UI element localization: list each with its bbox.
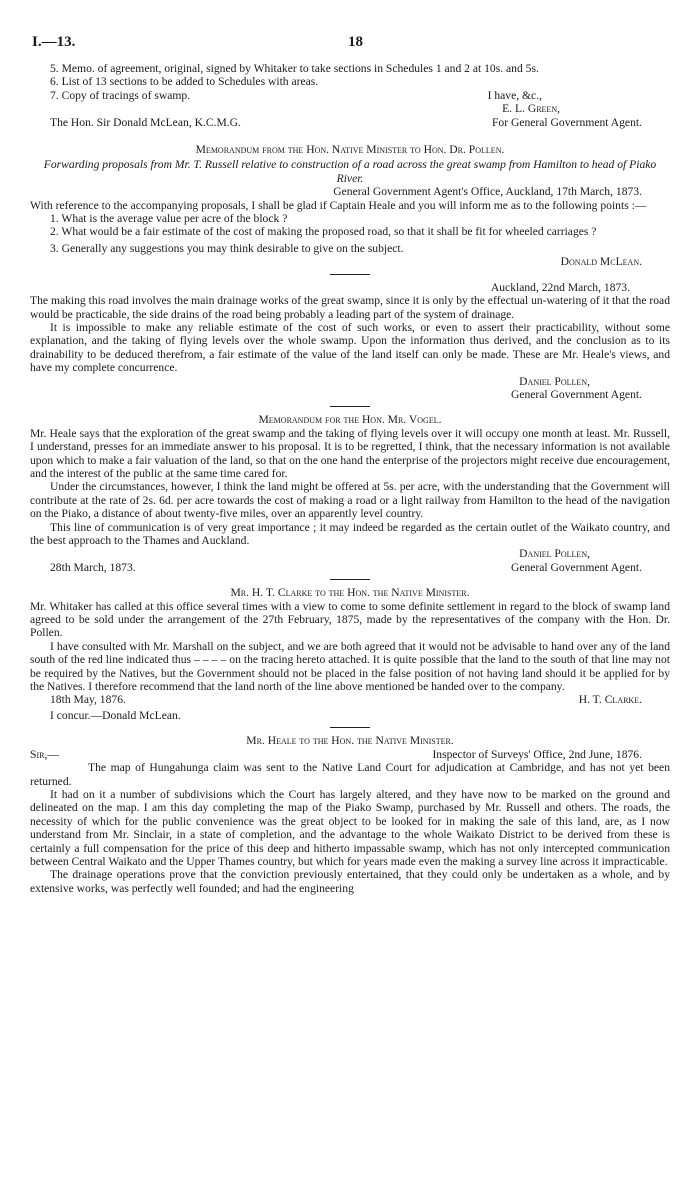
signature: H. T. Clarke. (578, 693, 642, 707)
signature: Daniel Pollen, (519, 547, 590, 561)
concurrence: I concur.—Donald McLean. (50, 708, 181, 722)
paragraph: This line of communication is of very great importance ; it may indeed be regarded as the certain outlet of the Waikato country, and the best approach to the Thames and Auckland. (30, 520, 670, 547)
page-number: 18 (348, 34, 363, 50)
addressee: The Hon. Sir Donald McLean, K.C.M.G. (50, 115, 241, 129)
paragraph: The map of Hungahunga claim was sent to the Native Land Court for adjudication at Cambridge, and has not yet been returned. (30, 761, 670, 788)
place-date: Inspector of Surveys' Office, 2nd June, 1876. (432, 747, 642, 761)
document-reference: I.—13. (32, 34, 76, 50)
page-header (30, 36, 670, 62)
divider-rule (330, 727, 370, 728)
memorandum-section (30, 413, 670, 574)
closing: I have, &c., (487, 88, 542, 102)
section-heading: Mr. Heale to the Hon. the Native Minister. (246, 734, 454, 748)
divider-rule (330, 406, 370, 407)
paragraph: Mr. Heale says that the exploration of the great swamp and the taking of flying levels over it will occupy one month at least. Mr. Russell, I understand, presses for an immediate answer to his proposal. It is to be regretted, I think, that the necessary information is not available upon which to make a fair valuation of the land, so that on the one hand the enterprise of the projectors might receive due encouragement, and the interest of the public at the same time cared for. (30, 426, 671, 480)
paragraph: It had on it a number of subdivisions which the Court has largely altered, and they have now to be marked on the ground and delineated on the map. I am this day completing the map of the Piako Swamp, purchased by Mr. Russell and others. The roads, the necessity of which for the public convenience was the great object to be looked for in making the sale of this land, are, as I now understand from Mr. Sinclair, in a state of completion, and the advantage to the whole Waikato District to be derived from these is certainly a full compensation for the price of this deep and hitherto impassable swamp, which has not only intercepted communication between Central Waikato and the Upper Thames country, but which for years made even the making a survey line across it impracticable. (30, 787, 670, 868)
date: 28th March, 1873. (50, 560, 136, 574)
paragraph: I have consulted with Mr. Marshall on the subject, and we are both agreed that it would not be advisable to hand over any of the land south of the red line indicated thus – – – – on the tracing hereto attached. It is quite possible that the land to the south of that line may not be required by the Natives, but the Government should not be placed in the false position of not having land should it be applied for by the Natives. I therefore recommend that the land north of the line above mentioned be handed over to the company. (30, 639, 670, 694)
date: 18th May, 1876. (50, 693, 126, 707)
section-subtitle: Forwarding proposals from Mr. T. Russell relative to construction of a road across the great swamp from Hamilton to head of Piako River. (43, 158, 657, 185)
section-heading: Memorandum from the Hon. Native Minister to Hon. Dr. Pollen. (195, 143, 505, 157)
signature-title: General Government Agent. (510, 560, 642, 574)
signature-title: General Government Agent. (510, 387, 642, 401)
list-item: 2. What would be a fair estimate of the cost of making the proposed road, so that it shall be fit for wheeled carriages ? (50, 225, 597, 239)
document-page (30, 36, 670, 895)
list-item: 1. What is the average value per acre of the block ? (50, 212, 288, 226)
reply-section (30, 281, 670, 402)
paragraph: The making this road involves the main drainage works of the great swamp, since it is only by the effectual un-watering of it that the road would be practicable, the side drains of the road being probably a leading part of the system of drainage. (30, 294, 670, 321)
divider-rule (330, 579, 370, 580)
section-heading: Mr. H. T. Clarke to the Hon. the Native Minister. (230, 586, 470, 600)
letter-section (30, 734, 670, 895)
list-item: 5. Memo. of agreement, original, signed by Whitaker to take sections in Schedules 1 and 2 at 10s. and 5s. (50, 62, 539, 75)
enclosure-list (30, 62, 670, 129)
list-item: 3. Generally any suggestions you may think desirable to give on the subject. (50, 241, 404, 255)
paragraph: It is impossible to make any reliable estimate of the cost of such works, or even to assert their practicability, without some explanation, and the taking of flying levels over the whole swamp. Upon the information thus derived, and the conclusion as to its drainability to be deduced therefrom, a fair estimate of the value of the land itself can only be made. These are Mr. Heale's views, and have my complete concurrence. (30, 320, 670, 375)
section-heading: Memorandum for the Hon. Mr. Vogel. (258, 413, 442, 427)
memorandum-section (30, 143, 670, 269)
salutation: Sir,— (30, 747, 59, 761)
list-item: 7. Copy of tracings of swamp. (50, 88, 191, 102)
paragraph: The drainage operations prove that the conviction previously entertained, that they could only be undertaken as a whole, and by extensive works, was perfectly well founded; and had the engineering (30, 868, 670, 895)
letter-section (30, 586, 670, 722)
place-date: Auckland, 22nd March, 1873. (490, 280, 630, 294)
paragraph: Mr. Whitaker has called at this office several times with a view to come to some definite settlement in regard to the block of swamp land agreed to be sold under the arrangement of the 27th February, 1875, made by the representatives of the company with the Hon. Dr. Pollen. (30, 599, 670, 640)
signature: E. L. Green, (502, 102, 560, 116)
divider-rule (330, 274, 370, 275)
signature-title: For General Government Agent. (491, 115, 642, 129)
paragraph: With reference to the accompanying proposals, I shall be glad if Captain Heale and you will inform me as to the following points :— (30, 198, 647, 212)
list-item: 6. List of 13 sections to be added to Schedules with areas. (50, 75, 319, 89)
signature: Daniel Pollen, (519, 374, 590, 388)
signature: Donald McLean. (560, 255, 642, 269)
paragraph: Under the circumstances, however, I think the land might be offered at 5s. per acre, with the understanding that the Government will contribute at the rate of 2s. 6d. per acre towards the cost of making a road or a light railway from Hamilton to the head of the navigation on the Piako, a distance of about twenty-five miles, over an apparently level country. (30, 480, 670, 521)
place-date: General Government Agent's Office, Auckland, 17th March, 1873. (333, 185, 642, 199)
